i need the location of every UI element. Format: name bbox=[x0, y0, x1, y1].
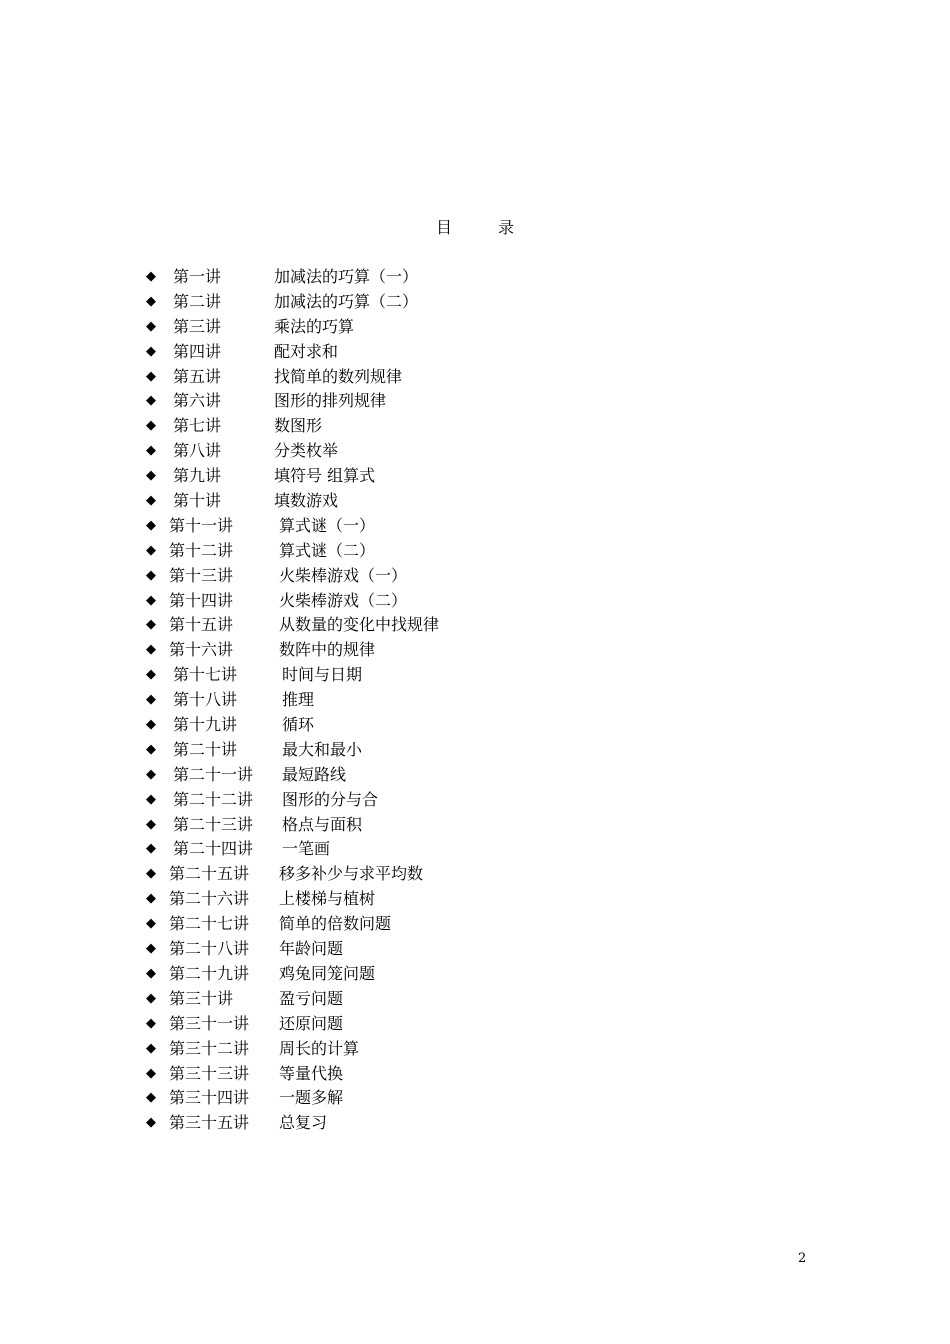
toc-topic: 一题多解 bbox=[279, 1088, 344, 1108]
toc-topic: 年龄问题 bbox=[279, 939, 344, 959]
toc-lecture-number: 第八讲 bbox=[173, 441, 222, 461]
toc-lecture-number: 第三十二讲 bbox=[169, 1038, 250, 1058]
diamond-bullet-icon: ◆ bbox=[146, 642, 156, 658]
toc-lecture-number: 第七讲 bbox=[173, 416, 222, 436]
diamond-bullet-icon: ◆ bbox=[146, 741, 156, 757]
toc-lecture-number: 第十四讲 bbox=[169, 590, 234, 610]
toc-topic: 最短路线 bbox=[282, 764, 347, 784]
toc-topic: 算式谜（一） bbox=[279, 515, 376, 535]
toc-topic: 总复习 bbox=[279, 1113, 328, 1133]
toc-lecture-number: 第二十四讲 bbox=[173, 839, 254, 859]
diamond-bullet-icon: ◆ bbox=[146, 343, 156, 359]
diamond-bullet-icon: ◆ bbox=[146, 493, 156, 509]
toc-topic: 等量代换 bbox=[279, 1063, 344, 1083]
diamond-bullet-icon: ◆ bbox=[146, 418, 156, 434]
toc-topic: 火柴棒游戏（二） bbox=[279, 590, 408, 610]
toc-lecture-number: 第二十一讲 bbox=[173, 764, 254, 784]
toc-topic: 一笔画 bbox=[282, 839, 331, 859]
toc-topic: 循环 bbox=[282, 715, 315, 735]
diamond-bullet-icon: ◆ bbox=[146, 468, 156, 484]
diamond-bullet-icon: ◆ bbox=[146, 368, 156, 384]
toc-topic: 格点与面积 bbox=[282, 814, 363, 834]
toc-lecture-number: 第二十三讲 bbox=[173, 814, 254, 834]
toc-lecture-number: 第十三讲 bbox=[169, 565, 234, 585]
toc-topic: 配对求和 bbox=[274, 341, 339, 361]
toc-topic: 图形的排列规律 bbox=[274, 391, 387, 411]
toc-lecture-number: 第六讲 bbox=[173, 391, 222, 411]
toc-lecture-number: 第二讲 bbox=[173, 291, 222, 311]
diamond-bullet-icon: ◆ bbox=[146, 1040, 156, 1056]
toc-lecture-number: 第二十讲 bbox=[173, 739, 238, 759]
diamond-bullet-icon: ◆ bbox=[146, 443, 156, 459]
toc-topic: 填数游戏 bbox=[274, 491, 339, 511]
toc-topic: 加减法的巧算（一） bbox=[274, 267, 419, 286]
toc-lecture-number: 第三十四讲 bbox=[169, 1088, 250, 1108]
toc-lecture-number: 第九讲 bbox=[173, 466, 222, 486]
toc-lecture-number: 第一讲 bbox=[173, 267, 222, 286]
toc-lecture-number: 第十六讲 bbox=[169, 640, 234, 660]
toc-topic: 火柴棒游戏（一） bbox=[279, 565, 408, 585]
toc-lecture-number: 第十八讲 bbox=[173, 690, 238, 710]
toc-lecture-number: 第十讲 bbox=[173, 491, 222, 511]
toc-lecture-number: 第十二讲 bbox=[169, 540, 234, 560]
diamond-bullet-icon: ◆ bbox=[146, 567, 156, 583]
toc-topic: 时间与日期 bbox=[282, 665, 363, 685]
toc-lecture-number: 第三十三讲 bbox=[169, 1063, 250, 1083]
diamond-bullet-icon: ◆ bbox=[146, 717, 156, 733]
toc-lecture-number: 第十九讲 bbox=[173, 715, 238, 735]
diamond-bullet-icon: ◆ bbox=[146, 592, 156, 608]
diamond-bullet-icon: ◆ bbox=[146, 542, 156, 558]
diamond-bullet-icon: ◆ bbox=[146, 1090, 156, 1106]
toc-topic: 数阵中的规律 bbox=[279, 640, 376, 660]
page-number: 2 bbox=[798, 1251, 807, 1266]
diamond-bullet-icon: ◆ bbox=[146, 293, 156, 309]
toc-topic: 最大和最小 bbox=[282, 739, 363, 759]
page-title bbox=[0, 216, 950, 240]
diamond-bullet-icon: ◆ bbox=[146, 841, 156, 857]
diamond-bullet-icon: ◆ bbox=[146, 891, 156, 907]
toc-lecture-number: 第二十八讲 bbox=[169, 939, 250, 959]
toc-topic: 数图形 bbox=[274, 416, 323, 436]
toc-lecture-number: 第二十五讲 bbox=[169, 864, 250, 884]
diamond-bullet-icon: ◆ bbox=[146, 617, 156, 633]
title-char: 目 bbox=[435, 218, 452, 237]
toc-lecture-number: 第二十九讲 bbox=[169, 963, 250, 983]
toc-lecture-number: 第二十七讲 bbox=[169, 914, 250, 934]
diamond-bullet-icon: ◆ bbox=[146, 318, 156, 334]
diamond-bullet-icon: ◆ bbox=[146, 1065, 156, 1081]
diamond-bullet-icon: ◆ bbox=[146, 916, 156, 932]
toc-topic: 找简单的数列规律 bbox=[274, 366, 403, 386]
toc-topic: 分类枚举 bbox=[274, 441, 339, 461]
diamond-bullet-icon: ◆ bbox=[146, 791, 156, 807]
toc-lecture-number: 第二十六讲 bbox=[169, 889, 250, 909]
diamond-bullet-icon: ◆ bbox=[146, 692, 156, 708]
toc-lecture-number: 第三十一讲 bbox=[169, 1013, 250, 1033]
toc-lecture-number: 第三十讲 bbox=[169, 988, 234, 1008]
toc-topic: 移多补少与求平均数 bbox=[279, 864, 424, 884]
diamond-bullet-icon: ◆ bbox=[146, 269, 156, 284]
toc-topic: 算式谜（二） bbox=[279, 540, 376, 560]
toc-topic: 乘法的巧算 bbox=[274, 316, 355, 336]
toc-topic: 加减法的巧算（二） bbox=[274, 291, 419, 311]
toc-topic: 盈亏问题 bbox=[279, 988, 344, 1008]
toc-topic: 周长的计算 bbox=[279, 1038, 360, 1058]
diamond-bullet-icon: ◆ bbox=[146, 1115, 156, 1131]
diamond-bullet-icon: ◆ bbox=[146, 816, 156, 832]
toc-lecture-number: 第三十五讲 bbox=[169, 1113, 250, 1133]
toc-topic: 填符号 组算式 bbox=[274, 466, 376, 486]
toc-topic: 推理 bbox=[282, 690, 315, 710]
diamond-bullet-icon: ◆ bbox=[146, 766, 156, 782]
toc-topic: 图形的分与合 bbox=[282, 789, 379, 809]
toc-lecture-number: 第十五讲 bbox=[169, 615, 234, 635]
diamond-bullet-icon: ◆ bbox=[146, 965, 156, 981]
toc-lecture-number: 第五讲 bbox=[173, 366, 222, 386]
toc-topic: 从数量的变化中找规律 bbox=[279, 615, 440, 635]
toc-topic: 鸡兔同笼问题 bbox=[279, 963, 376, 983]
toc-topic: 简单的倍数问题 bbox=[279, 914, 392, 934]
toc-lecture-number: 第十一讲 bbox=[169, 515, 234, 535]
diamond-bullet-icon: ◆ bbox=[146, 1015, 156, 1031]
diamond-bullet-icon: ◆ bbox=[146, 393, 156, 409]
title-char: 录 bbox=[498, 218, 515, 237]
diamond-bullet-icon: ◆ bbox=[146, 866, 156, 882]
toc-topic: 还原问题 bbox=[279, 1013, 344, 1033]
diamond-bullet-icon: ◆ bbox=[146, 667, 156, 683]
toc-lecture-number: 第四讲 bbox=[173, 341, 222, 361]
diamond-bullet-icon: ◆ bbox=[146, 990, 156, 1006]
toc-lecture-number: 第二十二讲 bbox=[173, 789, 254, 809]
diamond-bullet-icon: ◆ bbox=[146, 941, 156, 957]
diamond-bullet-icon: ◆ bbox=[146, 517, 156, 533]
toc-lecture-number: 第十七讲 bbox=[173, 665, 238, 685]
toc-lecture-number: 第三讲 bbox=[173, 316, 222, 336]
toc-topic: 上楼梯与植树 bbox=[279, 889, 376, 909]
